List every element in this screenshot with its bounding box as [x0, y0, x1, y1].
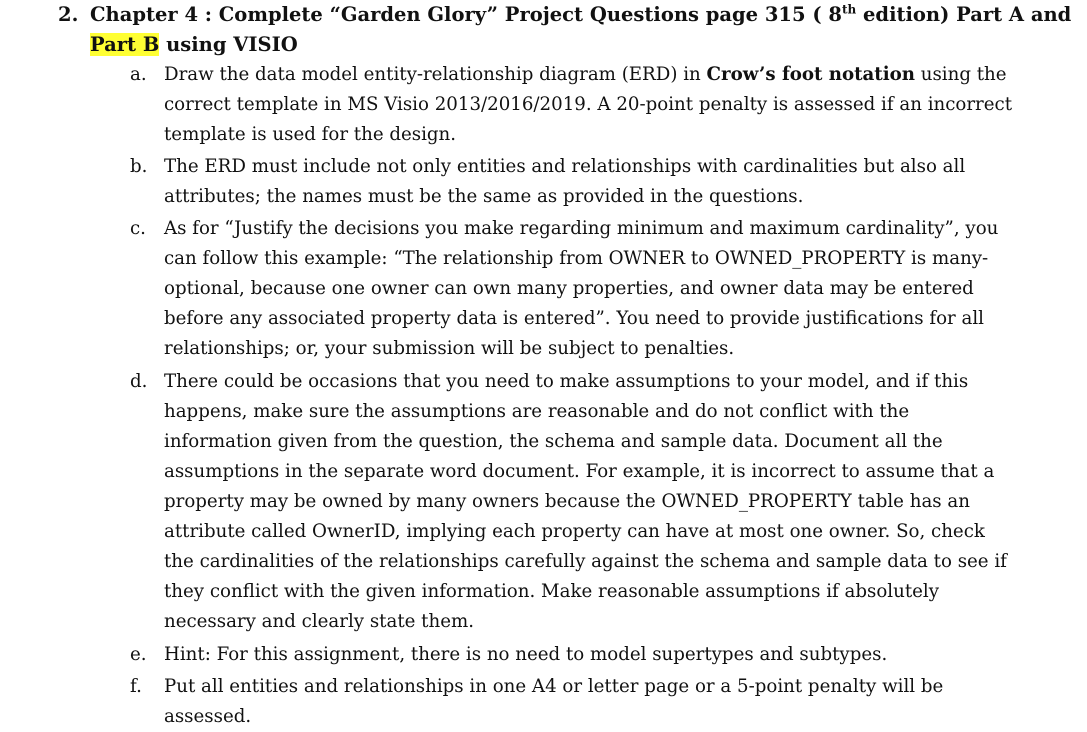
- list-item-e: [130, 640, 1075, 670]
- list-item-b: [130, 152, 1075, 212]
- item-letter: b.: [130, 156, 148, 177]
- title-line-2: Part B using VISIO: [90, 33, 298, 56]
- list-item-c: [130, 214, 1075, 364]
- item-text: Put all entities and relationships in one A4 or letter page or a 5-point penalty will be assessed.: [164, 676, 944, 727]
- item-text: As for “Justify the decisions you make regarding minimum and maximum cardinality”, you can follow this example: “The relationship from OWNER to OWNED_PROPERTY is many- optional, because one owner can own many properties, and owner data may be entered before any associated property data is entered”. You need to provide justifications for all relationships; or, your submission will be subject to penalties.: [164, 218, 999, 359]
- item-text: The ERD must include not only entities and relationships with cardinalities but also all attributes; the names must be the same as provided in the questions.: [164, 156, 966, 207]
- item-letter: a.: [130, 64, 147, 85]
- item-letter: e.: [130, 644, 147, 665]
- bold-crows-foot: Crow’s foot notation: [706, 64, 915, 85]
- question-heading: [58, 0, 1072, 60]
- item-letter: d.: [130, 371, 148, 392]
- list-item-f: [130, 672, 1075, 732]
- item-letter: c.: [130, 218, 146, 239]
- question-number: 2.: [58, 3, 79, 26]
- item-text: Hint: For this assignment, there is no need to model supertypes and subtypes.: [164, 644, 888, 665]
- highlighted-part-b: Part B: [90, 33, 160, 56]
- item-text: Draw the data model entity-relationship diagram (ERD) in Crow’s foot notation using the correct template in MS Visio 2013/2016/2019. A 20-point penalty is assessed if an incorrect template is used for the design.: [164, 64, 1013, 145]
- list-item-a: [130, 60, 1075, 150]
- list-item-d: [130, 367, 1075, 637]
- item-letter: f.: [130, 676, 142, 697]
- item-text: There could be occasions that you need to make assumptions to your model, and if this happens, make sure the assumptions are reasonable and do not conflict with the information given from the question, the schema and sample data. Document all the assumptions in the separate word document. For example, it is incorrect to assume that a property may be owned by many owners because the OWNED_PROPERTY table has an attribute called OwnerID, implying each property can have at most one owner. So, check the cardinalities of the relationships carefully against the schema and sample data to see if they conflict with the given information. Make reasonable assumptions if absolutely necessary and clearly state them.: [164, 371, 1007, 632]
- question-title: [58, 0, 1072, 60]
- title-line-1: Chapter 4 : Complete “Garden Glory” Project Questions page 315 ( 8th edition) Part A and: [90, 2, 1072, 26]
